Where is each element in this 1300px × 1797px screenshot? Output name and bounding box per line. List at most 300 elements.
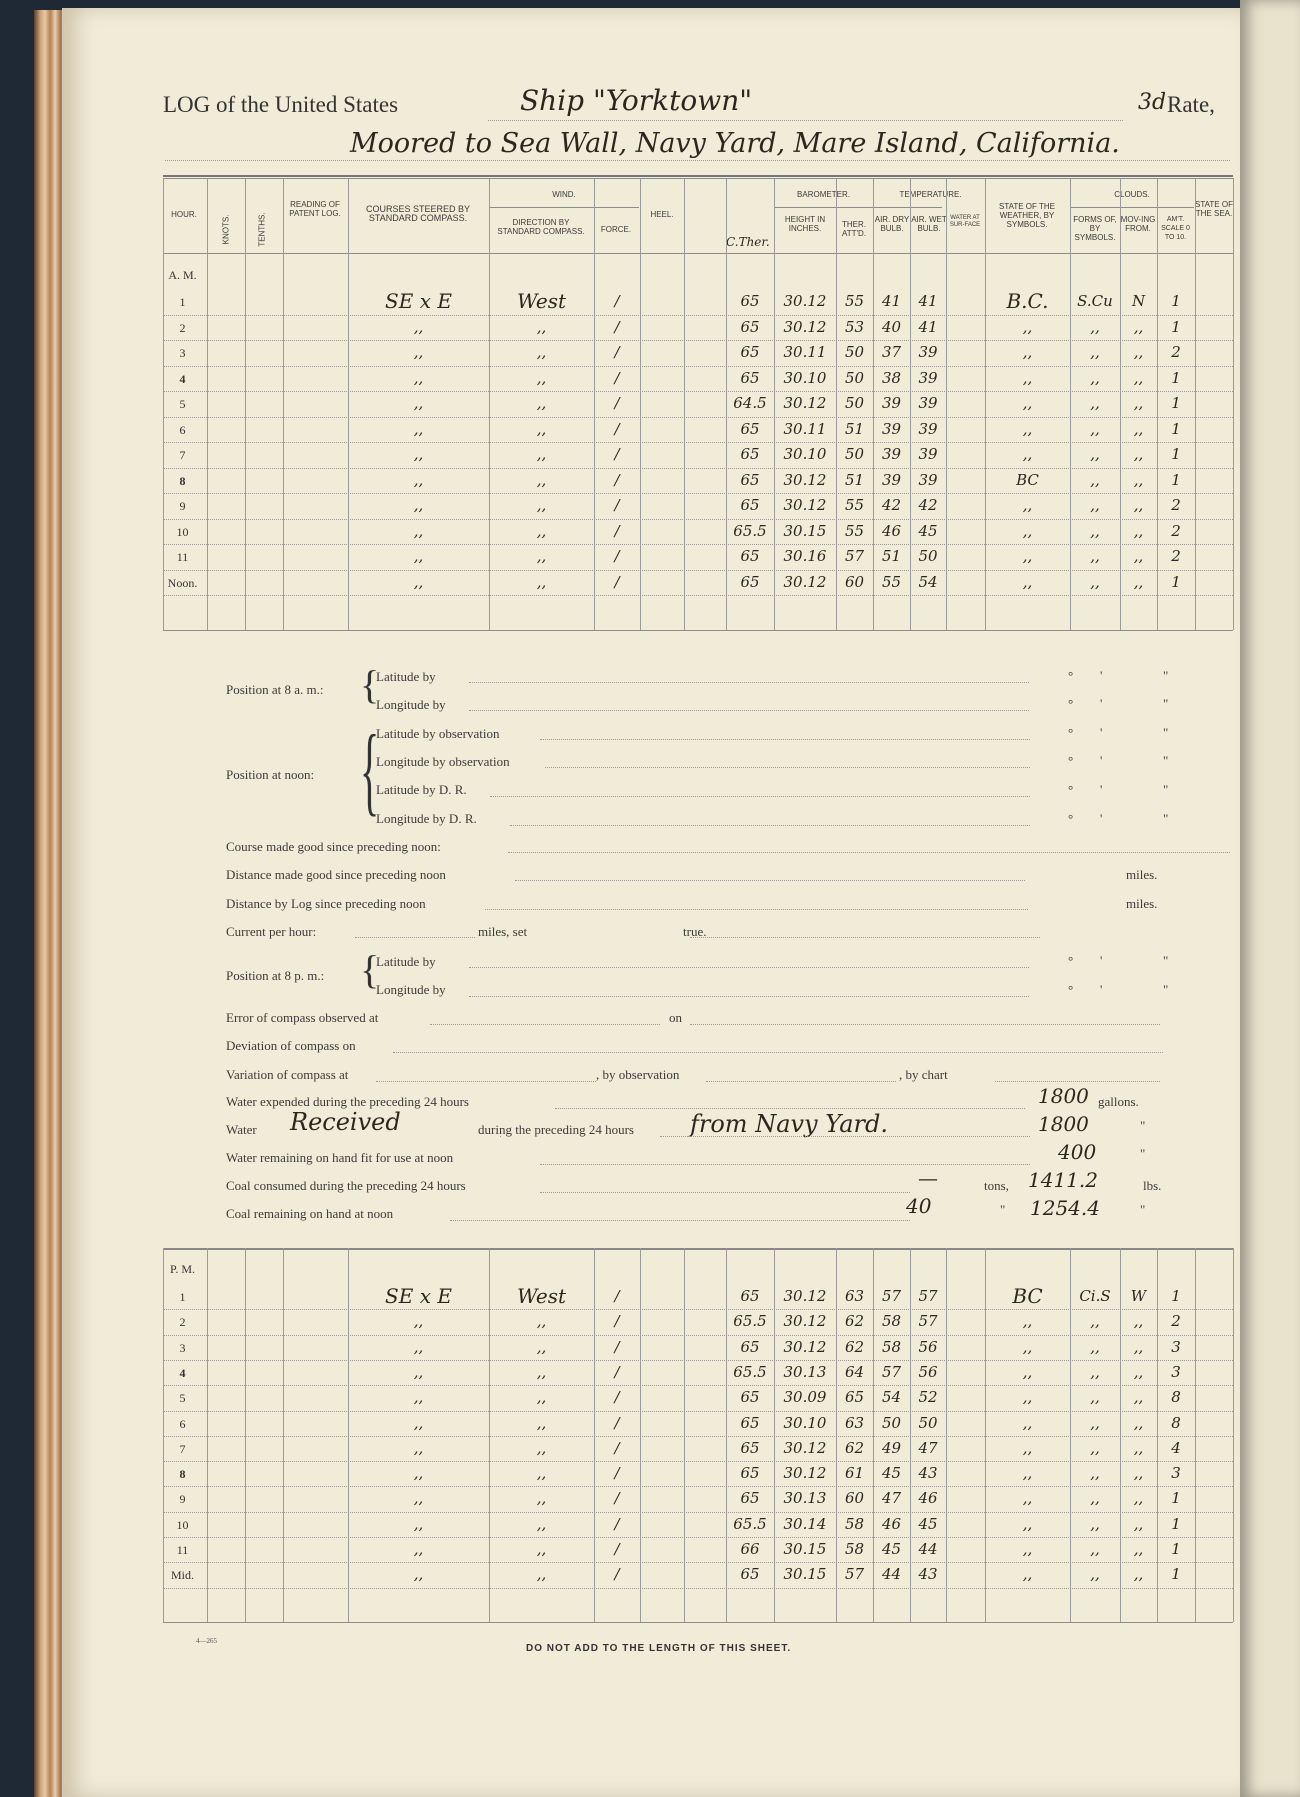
- log-cell-cther: 65: [740, 496, 760, 514]
- col-header-sea: STATE OF THE SEA.: [1195, 200, 1233, 218]
- log-cell-force: /: [614, 470, 620, 489]
- log-cell-wet: 44: [918, 1540, 938, 1558]
- log-cell-wind-dir: ,,: [536, 343, 547, 361]
- fill-in-line: [690, 1024, 1160, 1025]
- angle-unit-mark: °: [1068, 696, 1074, 711]
- log-cell-wet: 54: [918, 572, 938, 591]
- angle-unit-mark: ': [1100, 782, 1103, 797]
- log-cell-weather: BC: [1012, 1284, 1043, 1308]
- log-cell-wet: 46: [918, 1489, 938, 1508]
- log-cell-cther: 65: [740, 292, 760, 310]
- row-rule: [163, 1436, 1233, 1437]
- log-cell-forms: ,,: [1090, 419, 1100, 438]
- log-cell-dry: 39: [881, 419, 902, 438]
- log-cell-dry: 39: [881, 445, 902, 463]
- col-header-courses: COURSES STEERED BY STANDARD COMPASS.: [365, 204, 471, 223]
- log-cell-bar: 30.12: [783, 1464, 827, 1483]
- log-cell-moving: ,,: [1133, 1540, 1144, 1558]
- fill-in-line: [393, 1052, 1163, 1053]
- log-cell-wet: 50: [918, 1413, 938, 1432]
- row-rule: [163, 366, 1233, 367]
- log-cell-weather: ,,: [1022, 419, 1033, 438]
- angle-unit-mark: ": [1163, 982, 1169, 997]
- vessel-name: Ship "Yorktown": [520, 84, 753, 117]
- brace-noon: {: [360, 714, 380, 825]
- log-cell-course: ,,: [413, 1438, 424, 1457]
- log-cell-course: ,,: [413, 317, 424, 336]
- log-cell-course: SE x E: [385, 1284, 452, 1308]
- log-cell-amt: 1: [1171, 572, 1181, 591]
- log-cell-ther: 64: [844, 1362, 865, 1381]
- log-cell-force: /: [614, 1489, 620, 1508]
- log-cell-weather: ,,: [1022, 368, 1033, 387]
- log-cell-weather: ,,: [1022, 1388, 1033, 1407]
- pos-8pm-label: Position at 8 p. m.:: [226, 968, 325, 983]
- fill-in-line: [450, 1220, 910, 1221]
- pm-bottom-rule: [163, 1622, 1233, 1623]
- hour-label: 7: [179, 448, 186, 462]
- col-header-temperature: TEMPERATURE.: [899, 190, 962, 199]
- hour-label: 9: [179, 1492, 186, 1507]
- angle-unit-mark: ': [1100, 668, 1103, 683]
- log-cell-ther: 55: [844, 521, 865, 540]
- fill-in-line: [469, 967, 1029, 968]
- angle-unit-mark: ": [1163, 811, 1169, 826]
- log-cell-course: ,,: [413, 521, 424, 540]
- log-cell-weather: ,,: [1022, 1540, 1033, 1558]
- log-cell-bar: 30.11: [783, 343, 827, 361]
- angle-unit-mark: °: [1068, 953, 1074, 968]
- dist-good-label: Distance made good since preceding noon: [226, 867, 446, 882]
- log-cell-forms: ,,: [1090, 470, 1100, 489]
- log-cell-bar: 30.10: [783, 445, 827, 463]
- log-cell-forms: ,,: [1090, 547, 1100, 565]
- row-rule: [163, 1588, 1233, 1589]
- log-cell-force: /: [614, 343, 620, 361]
- log-cell-course: ,,: [413, 547, 424, 565]
- fill-in-line: [540, 1164, 1030, 1165]
- log-cell-force: /: [614, 1413, 620, 1432]
- log-cell-wet: 41: [918, 317, 938, 336]
- log-cell-wind-dir: ,,: [536, 317, 547, 336]
- log-cell-weather: ,,: [1022, 496, 1033, 514]
- log-cell-force: /: [614, 1514, 620, 1533]
- log-cell-wind-dir: ,,: [536, 1337, 547, 1356]
- col-header-cloud-forms: FORMS OF, BY SYMBOLS.: [1073, 215, 1117, 242]
- log-cell-wind-dir: ,,: [536, 1362, 547, 1381]
- log-cell-amt: 3: [1171, 1362, 1181, 1381]
- long-by-8pm-label: Longitude by: [376, 982, 446, 997]
- coal-remaining-label: Coal remaining on hand at noon: [226, 1206, 394, 1221]
- brace-8am: {: [360, 662, 380, 707]
- log-cell-course: ,,: [413, 343, 424, 361]
- log-cell-ther: 62: [844, 1438, 865, 1457]
- log-cell-ther: 57: [844, 1565, 865, 1584]
- hour-label: 6: [179, 422, 186, 437]
- log-cell-force: /: [614, 496, 620, 514]
- log-cell-bar: 30.12: [783, 317, 827, 336]
- log-cell-forms: ,,: [1090, 368, 1100, 387]
- col-header-clouds: CLOUDS.: [1114, 190, 1150, 199]
- log-cell-moving: ,,: [1133, 1565, 1144, 1584]
- water-gallons-label: gallons.: [1098, 1094, 1139, 1109]
- log-cell-dry: 40: [881, 317, 902, 336]
- coal-consumed-tons: —: [918, 1166, 938, 1190]
- log-cell-weather: B.C.: [1006, 289, 1049, 313]
- log-cell-dry: 37: [881, 343, 902, 361]
- angle-unit-mark: °: [1068, 753, 1074, 768]
- header-top-rule: [163, 175, 1233, 177]
- log-cell-bar: 30.10: [783, 368, 827, 387]
- log-cell-dry: 49: [881, 1438, 902, 1457]
- clouds-sub-rule: [1070, 207, 1194, 208]
- pm-top-rule: [163, 1248, 1233, 1250]
- log-cell-weather: BC: [1016, 470, 1039, 489]
- log-cell-dry: 51: [881, 547, 902, 565]
- row-rule: [163, 1537, 1233, 1538]
- log-cell-cther: 64.5: [733, 394, 767, 412]
- col-header-bar-height: HEIGHT IN INCHES.: [784, 215, 826, 233]
- hour-label: 5: [179, 1391, 186, 1406]
- fill-in-line: [545, 767, 1030, 768]
- log-cell-dry: 57: [881, 1287, 902, 1305]
- log-cell-wind-dir: West: [516, 289, 567, 313]
- grid-column-rule: [1233, 1248, 1234, 1622]
- log-cell-bar: 30.13: [783, 1489, 827, 1508]
- log-cell-moving: ,,: [1133, 521, 1144, 540]
- log-cell-wet: 41: [918, 292, 938, 310]
- log-cell-ther: 62: [844, 1337, 865, 1356]
- water-remaining-value: 400: [1058, 1140, 1097, 1164]
- am-bottom-rule: [163, 630, 1233, 631]
- log-cell-ther: 63: [844, 1413, 865, 1432]
- log-title-prefix: LOG of the United States: [163, 92, 399, 117]
- log-cell-cther: 65: [740, 547, 760, 565]
- log-cell-moving: ,,: [1133, 470, 1144, 489]
- fill-in-line: [485, 909, 1028, 910]
- col-header-knots: KNOTS.: [221, 214, 231, 245]
- hour-label: 1: [179, 1290, 186, 1304]
- log-cell-moving: ,,: [1133, 419, 1144, 438]
- grid-column-rule: [640, 178, 641, 630]
- log-cell-forms: ,,: [1090, 1540, 1100, 1558]
- hour-label: 11: [176, 550, 189, 564]
- location-underline: [165, 160, 1230, 161]
- long-obs-label: Longitude by observation: [376, 754, 510, 769]
- log-cell-course: ,,: [413, 1464, 424, 1483]
- dist-log-miles: miles.: [1126, 896, 1158, 911]
- angle-unit-mark: ': [1100, 725, 1103, 740]
- log-cell-wet: 50: [918, 547, 938, 565]
- fill-in-line: [690, 937, 1040, 938]
- log-cell-force: /: [614, 1388, 620, 1407]
- log-cell-wet: 43: [918, 1565, 938, 1584]
- fill-in-line: [540, 1192, 910, 1193]
- log-cell-force: /: [614, 1287, 620, 1305]
- log-cell-wind-dir: ,,: [536, 572, 547, 591]
- log-cell-weather: ,,: [1022, 394, 1033, 412]
- log-cell-amt: 1: [1171, 1565, 1181, 1584]
- angle-unit-mark: °: [1068, 982, 1074, 997]
- water-received-ditto: ": [1140, 1118, 1146, 1133]
- angle-unit-mark: ": [1163, 753, 1169, 768]
- grid-column-rule: [245, 178, 246, 630]
- log-cell-moving: ,,: [1133, 1413, 1144, 1432]
- log-cell-ther: 50: [844, 394, 865, 412]
- log-cell-force: /: [614, 1362, 620, 1381]
- hour-label: 7: [179, 1441, 186, 1456]
- log-cell-dry: 50: [881, 1413, 902, 1432]
- grid-column-rule: [1233, 178, 1234, 630]
- log-cell-forms: ,,: [1090, 1413, 1100, 1432]
- log-cell-cther: 65: [740, 1489, 760, 1508]
- log-cell-moving: ,,: [1133, 1388, 1144, 1407]
- row-rule: [163, 1461, 1233, 1462]
- log-cell-cther: 65: [740, 1337, 760, 1356]
- hour-label: 2: [179, 320, 186, 335]
- coal-consumed-lbs: 1411.2: [1028, 1168, 1098, 1192]
- log-cell-cther: 65: [740, 470, 760, 489]
- log-cell-forms: ,,: [1090, 1388, 1100, 1407]
- header-bottom-rule: [163, 253, 1233, 254]
- water-expended-label: Water expended during the preceding 24 hours: [226, 1094, 469, 1109]
- log-cell-forms: ,,: [1090, 343, 1100, 361]
- log-cell-bar: 30.12: [783, 470, 827, 489]
- col-header-hour: HOUR.: [171, 210, 197, 219]
- fill-in-line: [469, 682, 1029, 683]
- col-header-wind: WIND.: [552, 190, 576, 199]
- log-cell-course: ,,: [413, 496, 424, 514]
- water-received-from: from Navy Yard.: [690, 1110, 888, 1138]
- log-cell-wet: 39: [918, 368, 938, 387]
- log-cell-dry: 55: [881, 572, 902, 591]
- dev-compass-label: Deviation of compass on: [226, 1038, 356, 1053]
- col-header-cther: C.Ther.: [726, 235, 770, 249]
- log-cell-course: ,,: [413, 470, 424, 489]
- log-cell-cther: 65: [740, 1464, 760, 1483]
- log-cell-amt: 3: [1171, 1337, 1181, 1356]
- hour-label: 8: [179, 473, 186, 488]
- log-cell-wind-dir: ,,: [536, 394, 547, 412]
- col-header-cloud-moving: MOV-ING FROM.: [1120, 215, 1156, 233]
- log-cell-ther: 50: [844, 343, 865, 361]
- log-cell-forms: ,,: [1090, 1438, 1100, 1457]
- log-cell-dry: 45: [881, 1540, 902, 1558]
- baro-temp-sub-rule: [774, 207, 942, 208]
- dist-good-miles: miles.: [1126, 867, 1158, 882]
- log-cell-force: /: [614, 317, 620, 336]
- log-cell-ther: 50: [844, 445, 865, 463]
- log-cell-wind-dir: ,,: [536, 1489, 547, 1508]
- log-cell-weather: ,,: [1022, 1362, 1033, 1381]
- fill-in-line: [508, 852, 1230, 853]
- log-cell-force: /: [614, 445, 620, 463]
- log-cell-dry: 46: [881, 1514, 902, 1533]
- fill-in-line: [706, 1081, 896, 1082]
- row-rule: [163, 340, 1233, 341]
- log-cell-amt: 1: [1171, 317, 1181, 336]
- log-cell-course: ,,: [413, 1337, 424, 1356]
- coal-remaining-ditto-2: ": [1140, 1202, 1146, 1217]
- log-cell-wet: 56: [918, 1362, 938, 1381]
- log-cell-wet: 45: [918, 1514, 938, 1533]
- lat-dr-label: Latitude by D. R.: [376, 782, 467, 797]
- log-cell-wet: 39: [918, 343, 938, 361]
- log-cell-moving: ,,: [1133, 445, 1144, 463]
- angle-unit-mark: ": [1163, 782, 1169, 797]
- log-cell-forms: ,,: [1090, 1312, 1100, 1331]
- log-cell-ther: 55: [844, 292, 865, 310]
- log-cell-cther: 65: [740, 1413, 760, 1432]
- log-cell-ther: 63: [844, 1287, 865, 1305]
- log-cell-wet: 43: [918, 1464, 938, 1483]
- log-cell-weather: ,,: [1022, 1312, 1033, 1331]
- coal-consumed-label: Coal consumed during the preceding 24 hours: [226, 1178, 466, 1193]
- log-cell-force: /: [614, 1337, 620, 1356]
- row-rule: [163, 1512, 1233, 1513]
- log-cell-wet: 47: [918, 1438, 938, 1457]
- log-cell-course: ,,: [413, 1514, 424, 1533]
- row-rule: [163, 417, 1233, 418]
- log-cell-course: ,,: [413, 1540, 424, 1558]
- log-cell-force: /: [614, 1438, 620, 1457]
- log-cell-cther: 65.5: [733, 1514, 767, 1533]
- fill-in-line: [660, 1136, 1030, 1137]
- log-cell-cther: 65: [740, 1565, 760, 1584]
- log-cell-weather: ,,: [1022, 1565, 1033, 1584]
- fill-in-line: [490, 796, 1030, 797]
- log-cell-ther: 51: [844, 470, 865, 489]
- log-cell-course: SE x E: [385, 289, 452, 313]
- log-cell-dry: 45: [881, 1464, 902, 1483]
- log-cell-cther: 65: [740, 1388, 760, 1407]
- log-cell-cther: 65.5: [733, 521, 767, 540]
- log-cell-moving: ,,: [1133, 317, 1144, 336]
- log-cell-weather: ,,: [1022, 343, 1033, 361]
- log-cell-dry: 39: [881, 470, 902, 489]
- hour-label: 8: [179, 1467, 186, 1482]
- log-cell-amt: 1: [1171, 470, 1181, 489]
- col-header-weather: STATE OF THE WEATHER, BY SYMBOLS.: [998, 202, 1055, 229]
- row-rule: [163, 1486, 1233, 1487]
- log-cell-weather: ,,: [1022, 1413, 1033, 1432]
- log-cell-moving: ,,: [1133, 572, 1144, 591]
- fill-in-line: [376, 1081, 596, 1082]
- log-cell-wet: 45: [918, 521, 938, 540]
- col-header-wind-force: FORCE.: [600, 225, 632, 234]
- coal-tons-label: tons,: [984, 1178, 1009, 1193]
- hour-label: 4: [179, 1365, 186, 1380]
- log-cell-wind-dir: ,,: [536, 368, 547, 387]
- fill-in-line: [500, 1136, 501, 1137]
- log-cell-force: /: [614, 1312, 620, 1331]
- row-rule: [163, 493, 1233, 494]
- var-obs-label: , by observation: [596, 1067, 680, 1082]
- log-cell-wet: 52: [918, 1388, 938, 1407]
- err-compass-on: on: [669, 1010, 682, 1025]
- log-cell-wind-dir: ,,: [536, 1464, 547, 1483]
- log-cell-dry: 39: [881, 394, 902, 412]
- row-rule: [163, 1309, 1233, 1310]
- pos-noon-label: Position at noon:: [226, 767, 315, 782]
- log-cell-weather: ,,: [1022, 521, 1033, 540]
- log-cell-ther: 60: [844, 1489, 865, 1508]
- log-cell-wind-dir: ,,: [536, 1388, 547, 1407]
- row-rule: [163, 1360, 1233, 1361]
- log-cell-forms: ,,: [1090, 317, 1100, 336]
- log-cell-ther: 50: [844, 368, 865, 387]
- log-cell-force: /: [614, 394, 620, 412]
- log-cell-wind-dir: ,,: [536, 1312, 547, 1331]
- log-cell-amt: 4: [1171, 1438, 1181, 1457]
- log-cell-amt: 8: [1171, 1413, 1181, 1432]
- log-cell-weather: ,,: [1022, 445, 1033, 463]
- rate-handwritten: 3d: [1138, 90, 1167, 115]
- log-cell-bar: 30.12: [783, 572, 827, 591]
- log-cell-amt: 1: [1171, 368, 1181, 387]
- lat-obs-label: Latitude by observation: [376, 726, 500, 741]
- row-rule: [163, 315, 1233, 316]
- log-cell-amt: 1: [1171, 1514, 1181, 1533]
- log-cell-force: /: [614, 292, 620, 310]
- am-label: A. M.: [168, 268, 197, 282]
- log-cell-cther: 65: [740, 1438, 760, 1457]
- water-received-prefix: Water: [226, 1122, 257, 1137]
- log-cell-force: /: [614, 547, 620, 565]
- log-cell-wet: 42: [918, 496, 938, 514]
- log-cell-force: /: [614, 419, 620, 438]
- log-cell-bar: 30.13: [783, 1362, 827, 1381]
- row-rule: [163, 468, 1233, 469]
- hour-label: Mid.: [170, 1568, 194, 1583]
- log-cell-course: ,,: [413, 1565, 424, 1584]
- log-cell-ther: 60: [844, 572, 865, 591]
- log-cell-force: /: [614, 572, 620, 591]
- log-cell-course: ,,: [413, 1489, 424, 1508]
- log-cell-bar: 30.15: [783, 1565, 827, 1584]
- log-cell-forms: ,,: [1090, 445, 1100, 463]
- hour-label: 3: [179, 346, 186, 360]
- current-label: Current per hour:: [226, 924, 317, 939]
- log-cell-wet: 39: [918, 470, 938, 489]
- log-cell-cther: 65: [740, 317, 760, 336]
- fill-in-line: [515, 880, 1025, 881]
- log-cell-dry: 46: [881, 521, 902, 540]
- angle-unit-mark: °: [1068, 725, 1074, 740]
- water-remaining-ditto: ": [1140, 1146, 1146, 1161]
- col-header-water-surface: WATER AT SUR-FACE: [949, 215, 981, 228]
- log-cell-ther: 51: [844, 419, 865, 438]
- log-cell-forms: ,,: [1090, 1565, 1100, 1584]
- log-cell-moving: ,,: [1133, 1489, 1144, 1508]
- angle-unit-mark: ': [1100, 953, 1103, 968]
- location-text: Moored to Sea Wall, Navy Yard, Mare Island, California.: [350, 128, 1120, 159]
- col-header-air-dry: AIR. DRY BULB.: [874, 215, 910, 233]
- log-cell-dry: 41: [881, 292, 902, 310]
- hour-label: 11: [176, 1543, 189, 1557]
- log-cell-wind-dir: ,,: [536, 1565, 547, 1584]
- log-cell-wet: 39: [918, 394, 938, 412]
- log-cell-wind-dir: ,,: [536, 1514, 547, 1533]
- log-cell-ther: 53: [844, 317, 865, 336]
- hour-label: 9: [179, 499, 186, 513]
- log-cell-weather: ,,: [1022, 572, 1033, 591]
- log-cell-wet: 39: [918, 445, 938, 463]
- log-cell-course: ,,: [413, 572, 424, 591]
- log-cell-amt: 1: [1171, 1287, 1181, 1305]
- angle-unit-mark: ": [1163, 668, 1169, 683]
- hour-label: 1: [179, 295, 186, 309]
